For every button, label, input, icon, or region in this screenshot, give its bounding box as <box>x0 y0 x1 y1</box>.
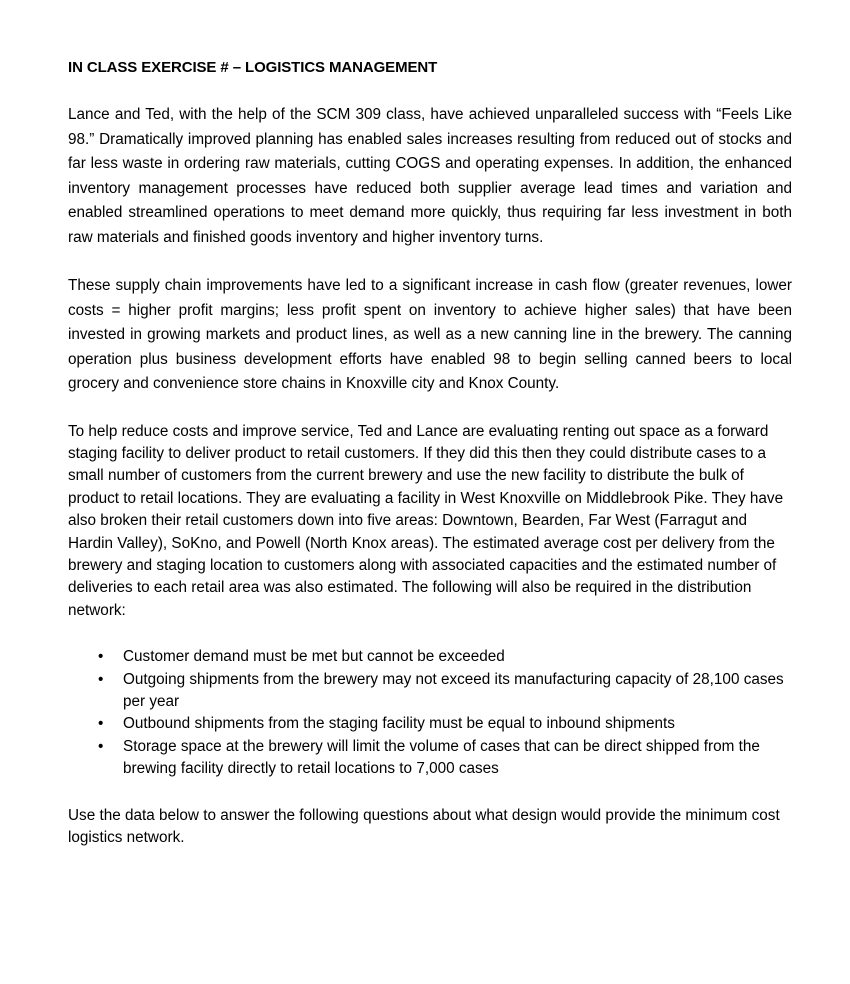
list-item <box>68 713 792 735</box>
bullet-icon: • <box>98 737 104 755</box>
list-item-text: Outgoing shipments from the brewery may not exceed its manufacturing capacity of 28,100 cases per year <box>123 670 784 710</box>
list-item <box>68 736 792 781</box>
list-item-text: Storage space at the brewery will limit the volume of cases that can be direct shipped from the brewing facility directly to retail locations to 7,000 cases <box>123 737 760 778</box>
bullet-icon: • <box>98 670 104 688</box>
list-item <box>68 669 792 714</box>
paragraph-closing: Use the data below to answer the following questions about what design would provide the minimum cost logistics network. <box>68 806 780 846</box>
bullet-icon: • <box>98 715 104 733</box>
bullet-icon: • <box>98 648 104 666</box>
document-page <box>68 57 792 849</box>
list-item-text: Customer demand must be met but cannot be exceeded <box>123 648 505 666</box>
paragraph-staging-facility: To help reduce costs and improve service, Ted and Lance are evaluating renting out space as a forward staging facility to deliver product to retail customers. If they did this then they could distribute cases to a small number of customers from the current brewery and use the new facility to distribute the bulk of product to retail locations. They are evaluating a facility in West Knoxville on Middlebrook Pike. They have also broken their retail customers down into five areas: Downtown, Bearden, Far West (Farragut and Hardin Valley), SoKno, and Powell (North Knox areas). The estimated average cost per delivery from the brewery and staging location to customers along with associated capacities and the estimated number of deliveries to each retail area was also estimated. The following will also be required in the distribution network: <box>68 422 784 619</box>
document-title: IN CLASS EXERCISE # – LOGISTICS MANAGEMENT <box>68 59 438 76</box>
list-item <box>68 646 792 668</box>
paragraph-intro: Lance and Ted, with the help of the SCM 309 class, have achieved unparalleled success with “Feels Like 98.” Dramatically improved planning has enabled sales increases resulting from reduced out of stocks and far less waste in ordering raw materials, cutting COGS and operating expenses. In addition, the enhanced inventory management processes have reduced both supplier average lead times and variation and enabled streamlined operations to meet demand more quickly, thus requiring far less investment in both raw materials and finished goods inventory and higher inventory turns. <box>68 106 792 246</box>
requirements-list <box>68 646 792 780</box>
list-item-text: Outbound shipments from the staging facility must be equal to inbound shipments <box>123 715 675 733</box>
paragraph-cash-flow: These supply chain improvements have led to a significant increase in cash flow (greater revenues, lower costs = higher profit margins; less profit spent on inventory to achieve higher sales) that have been invested in growing markets and product lines, as well as a new canning line in the brewery. The canning operation plus business development efforts have enabled 98 to begin selling canned beers to local grocery and convenience store chains in Knoxville city and Knox County. <box>68 277 792 392</box>
